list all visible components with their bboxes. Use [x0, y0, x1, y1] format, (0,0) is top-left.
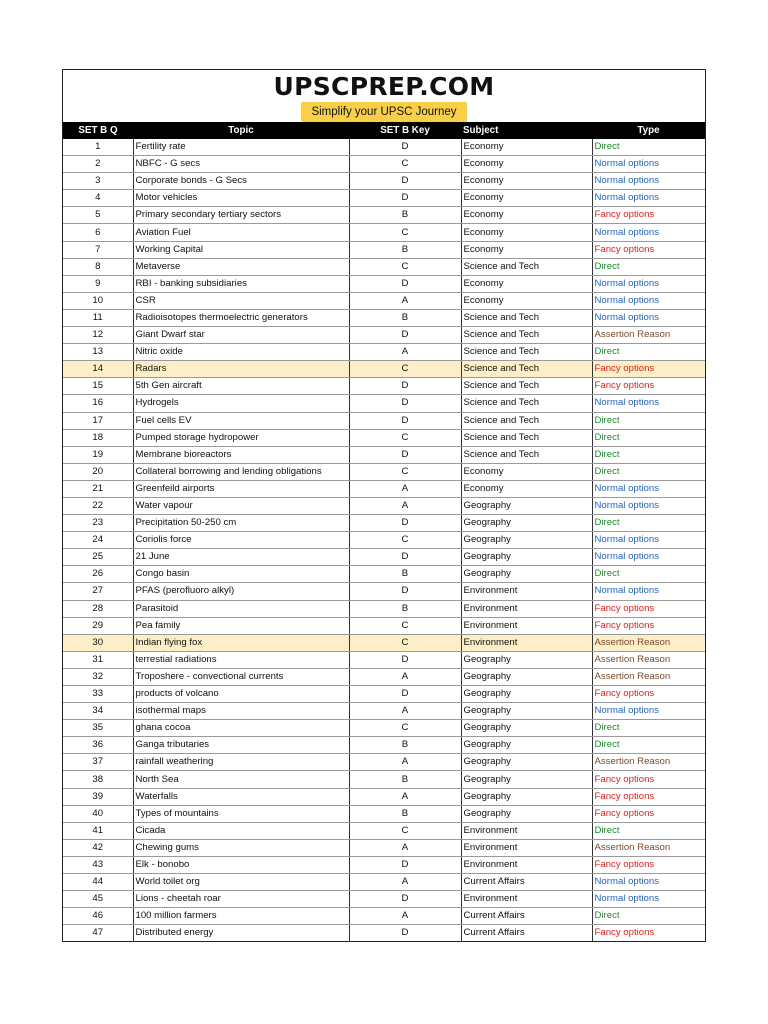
- topic-cell: North Sea: [133, 771, 349, 788]
- topic-cell: NBFC - G secs: [133, 156, 349, 173]
- table-row: [63, 925, 705, 942]
- question-number-cell: 11: [63, 309, 133, 326]
- question-type-cell: Direct: [592, 737, 705, 754]
- topic-cell: ghana cocoa: [133, 720, 349, 737]
- column-header-type: Type: [592, 122, 705, 139]
- table-row: [63, 891, 705, 908]
- subject-cell: Economy: [461, 275, 592, 292]
- subject-cell: Economy: [461, 207, 592, 224]
- question-number-cell: 27: [63, 583, 133, 600]
- answer-key-cell: D: [349, 446, 461, 463]
- table-row: [63, 600, 705, 617]
- table-row: [63, 908, 705, 925]
- question-type-cell: Fancy options: [592, 600, 705, 617]
- question-type-cell: Normal options: [592, 583, 705, 600]
- table-row: [63, 292, 705, 309]
- question-number-cell: 23: [63, 515, 133, 532]
- answer-key-cell: C: [349, 258, 461, 275]
- column-header-topic: Topic: [133, 122, 349, 139]
- question-number-cell: 19: [63, 446, 133, 463]
- question-type-cell: Direct: [592, 908, 705, 925]
- table-row: [63, 839, 705, 856]
- subject-cell: Geography: [461, 771, 592, 788]
- subject-cell: Geography: [461, 754, 592, 771]
- subject-cell: Science and Tech: [461, 378, 592, 395]
- table-row: [63, 361, 705, 378]
- subject-cell: Current Affairs: [461, 874, 592, 891]
- question-type-cell: Normal options: [592, 275, 705, 292]
- topic-cell: Radioisotopes thermoelectric generators: [133, 309, 349, 326]
- question-type-cell: Fancy options: [592, 686, 705, 703]
- question-type-cell: Normal options: [592, 173, 705, 190]
- question-number-cell: 36: [63, 737, 133, 754]
- table-row: [63, 703, 705, 720]
- question-type-cell: Normal options: [592, 703, 705, 720]
- question-type-cell: Direct: [592, 344, 705, 361]
- subject-cell: Geography: [461, 549, 592, 566]
- table-row: [63, 412, 705, 429]
- topic-cell: terrestial radiations: [133, 651, 349, 668]
- subject-cell: Science and Tech: [461, 395, 592, 412]
- topic-cell: Primary secondary tertiary sectors: [133, 207, 349, 224]
- answer-key-cell: A: [349, 908, 461, 925]
- topic-cell: PFAS (perofluoro alkyl): [133, 583, 349, 600]
- answer-key-cell: A: [349, 480, 461, 497]
- table-header-row: [63, 122, 705, 139]
- table-row: [63, 139, 705, 156]
- table-row: [63, 378, 705, 395]
- topic-cell: Precipitation 50-250 cm: [133, 515, 349, 532]
- answer-key-cell: D: [349, 139, 461, 156]
- answer-key-cell: D: [349, 173, 461, 190]
- subject-cell: Economy: [461, 139, 592, 156]
- question-type-cell: Fancy options: [592, 771, 705, 788]
- answer-key-cell: C: [349, 532, 461, 549]
- subject-cell: Geography: [461, 686, 592, 703]
- question-number-cell: 20: [63, 463, 133, 480]
- answer-key-cell: A: [349, 703, 461, 720]
- subject-cell: Geography: [461, 720, 592, 737]
- table-row: [63, 805, 705, 822]
- subject-cell: Current Affairs: [461, 908, 592, 925]
- question-type-cell: Direct: [592, 822, 705, 839]
- question-type-cell: Assertion Reason: [592, 634, 705, 651]
- table-row: [63, 497, 705, 514]
- question-type-cell: Normal options: [592, 532, 705, 549]
- question-type-cell: Direct: [592, 515, 705, 532]
- question-type-cell: Assertion Reason: [592, 754, 705, 771]
- answer-key-cell: D: [349, 412, 461, 429]
- question-type-cell: Fancy options: [592, 241, 705, 258]
- tagline-badge: Simplify your UPSC Journey: [301, 102, 467, 122]
- question-number-cell: 14: [63, 361, 133, 378]
- question-type-cell: Assertion Reason: [592, 839, 705, 856]
- subject-cell: Geography: [461, 532, 592, 549]
- topic-cell: Coriolis force: [133, 532, 349, 549]
- answer-key-cell: C: [349, 361, 461, 378]
- table-row: [63, 874, 705, 891]
- subject-cell: Economy: [461, 292, 592, 309]
- topic-cell: Radars: [133, 361, 349, 378]
- question-type-cell: Normal options: [592, 549, 705, 566]
- question-type-cell: Normal options: [592, 891, 705, 908]
- topic-cell: Distributed energy: [133, 925, 349, 942]
- table-row: [63, 344, 705, 361]
- question-number-cell: 32: [63, 668, 133, 685]
- question-number-cell: 16: [63, 395, 133, 412]
- question-type-cell: Fancy options: [592, 207, 705, 224]
- answer-key-cell: D: [349, 395, 461, 412]
- table-row: [63, 754, 705, 771]
- question-number-cell: 24: [63, 532, 133, 549]
- subject-cell: Science and Tech: [461, 327, 592, 344]
- answer-key-cell: C: [349, 156, 461, 173]
- table-row: [63, 429, 705, 446]
- question-number-cell: 12: [63, 327, 133, 344]
- table-row: [63, 583, 705, 600]
- table-row: [63, 395, 705, 412]
- subject-cell: Economy: [461, 224, 592, 241]
- table-row: [63, 856, 705, 873]
- question-number-cell: 28: [63, 600, 133, 617]
- answer-key-cell: B: [349, 805, 461, 822]
- subject-cell: Economy: [461, 190, 592, 207]
- answer-key-cell: B: [349, 737, 461, 754]
- table-row: [63, 771, 705, 788]
- question-type-cell: Fancy options: [592, 361, 705, 378]
- topic-cell: Aviation Fuel: [133, 224, 349, 241]
- subject-cell: Economy: [461, 480, 592, 497]
- table-row: [63, 668, 705, 685]
- answer-key-cell: A: [349, 874, 461, 891]
- question-number-cell: 45: [63, 891, 133, 908]
- subject-cell: Environment: [461, 822, 592, 839]
- subject-cell: Geography: [461, 651, 592, 668]
- question-number-cell: 29: [63, 617, 133, 634]
- topic-cell: Parasitoid: [133, 600, 349, 617]
- topic-cell: Motor vehicles: [133, 190, 349, 207]
- question-number-cell: 6: [63, 224, 133, 241]
- answer-key-cell: D: [349, 686, 461, 703]
- subject-cell: Geography: [461, 703, 592, 720]
- question-number-cell: 8: [63, 258, 133, 275]
- sheet-banner: [63, 70, 705, 122]
- question-number-cell: 41: [63, 822, 133, 839]
- subject-cell: Science and Tech: [461, 412, 592, 429]
- question-type-cell: Assertion Reason: [592, 668, 705, 685]
- question-number-cell: 10: [63, 292, 133, 309]
- subject-cell: Geography: [461, 788, 592, 805]
- answer-key-cell: D: [349, 583, 461, 600]
- answer-key-cell: C: [349, 429, 461, 446]
- topic-cell: isothermal maps: [133, 703, 349, 720]
- topic-cell: Fertility rate: [133, 139, 349, 156]
- question-number-cell: 43: [63, 856, 133, 873]
- table-row: [63, 686, 705, 703]
- question-number-cell: 7: [63, 241, 133, 258]
- subject-cell: Environment: [461, 856, 592, 873]
- question-number-cell: 35: [63, 720, 133, 737]
- topic-cell: Pumped storage hydropower: [133, 429, 349, 446]
- answer-key-cell: B: [349, 309, 461, 326]
- topic-cell: Indian flying fox: [133, 634, 349, 651]
- subject-cell: Economy: [461, 241, 592, 258]
- topic-cell: Pea family: [133, 617, 349, 634]
- answer-key-cell: B: [349, 566, 461, 583]
- answer-key-table: [63, 122, 705, 941]
- answer-key-cell: C: [349, 822, 461, 839]
- question-number-cell: 42: [63, 839, 133, 856]
- topic-cell: CSR: [133, 292, 349, 309]
- answer-key-cell: D: [349, 327, 461, 344]
- answer-key-cell: A: [349, 839, 461, 856]
- question-number-cell: 9: [63, 275, 133, 292]
- question-number-cell: 5: [63, 207, 133, 224]
- subject-cell: Environment: [461, 600, 592, 617]
- question-type-cell: Normal options: [592, 480, 705, 497]
- subject-cell: Geography: [461, 737, 592, 754]
- question-type-cell: Normal options: [592, 292, 705, 309]
- answer-key-cell: C: [349, 224, 461, 241]
- question-type-cell: Direct: [592, 463, 705, 480]
- topic-cell: Collateral borrowing and lending obligations: [133, 463, 349, 480]
- topic-cell: Corporate bonds - G Secs: [133, 173, 349, 190]
- subject-cell: Geography: [461, 668, 592, 685]
- brand-title: UPSCPREP.COM: [273, 72, 495, 101]
- topic-cell: Fuel cells EV: [133, 412, 349, 429]
- table-body: [63, 139, 705, 941]
- subject-cell: Science and Tech: [461, 429, 592, 446]
- question-number-cell: 33: [63, 686, 133, 703]
- answer-key-cell: D: [349, 190, 461, 207]
- answer-key-cell: D: [349, 891, 461, 908]
- question-type-cell: Normal options: [592, 497, 705, 514]
- question-type-cell: Fancy options: [592, 378, 705, 395]
- answer-key-cell: C: [349, 617, 461, 634]
- question-type-cell: Normal options: [592, 309, 705, 326]
- subject-cell: Geography: [461, 566, 592, 583]
- subject-cell: Geography: [461, 497, 592, 514]
- question-number-cell: 37: [63, 754, 133, 771]
- question-number-cell: 21: [63, 480, 133, 497]
- subject-cell: Environment: [461, 839, 592, 856]
- table-row: [63, 822, 705, 839]
- table-row: [63, 241, 705, 258]
- question-number-cell: 18: [63, 429, 133, 446]
- topic-cell: Cicada: [133, 822, 349, 839]
- question-number-cell: 2: [63, 156, 133, 173]
- table-row: [63, 566, 705, 583]
- answer-key-cell: A: [349, 668, 461, 685]
- question-type-cell: Direct: [592, 139, 705, 156]
- answer-key-cell: A: [349, 344, 461, 361]
- topic-cell: Congo basin: [133, 566, 349, 583]
- question-number-cell: 44: [63, 874, 133, 891]
- topic-cell: Working Capital: [133, 241, 349, 258]
- topic-cell: Greenfeild airports: [133, 480, 349, 497]
- question-number-cell: 40: [63, 805, 133, 822]
- subject-cell: Environment: [461, 634, 592, 651]
- question-number-cell: 46: [63, 908, 133, 925]
- table-row: [63, 720, 705, 737]
- topic-cell: Troposhere - convectional currents: [133, 668, 349, 685]
- table-row: [63, 463, 705, 480]
- table-row: [63, 532, 705, 549]
- question-type-cell: Direct: [592, 566, 705, 583]
- topic-cell: Water vapour: [133, 497, 349, 514]
- topic-cell: RBI - banking subsidiaries: [133, 275, 349, 292]
- question-type-cell: Assertion Reason: [592, 327, 705, 344]
- question-type-cell: Direct: [592, 412, 705, 429]
- answer-key-cell: C: [349, 720, 461, 737]
- table-row: [63, 207, 705, 224]
- question-type-cell: Assertion Reason: [592, 651, 705, 668]
- subject-cell: Science and Tech: [461, 361, 592, 378]
- subject-cell: Science and Tech: [461, 344, 592, 361]
- column-header-subject: Subject: [461, 122, 592, 139]
- table-row: [63, 515, 705, 532]
- topic-cell: 21 June: [133, 549, 349, 566]
- topic-cell: Ganga tributaries: [133, 737, 349, 754]
- subject-cell: Economy: [461, 463, 592, 480]
- question-type-cell: Direct: [592, 446, 705, 463]
- subject-cell: Science and Tech: [461, 309, 592, 326]
- answer-key-cell: D: [349, 856, 461, 873]
- question-type-cell: Normal options: [592, 224, 705, 241]
- table-row: [63, 634, 705, 651]
- topic-cell: Elk - bonobo: [133, 856, 349, 873]
- question-number-cell: 4: [63, 190, 133, 207]
- question-number-cell: 31: [63, 651, 133, 668]
- subject-cell: Economy: [461, 173, 592, 190]
- topic-cell: Waterfalls: [133, 788, 349, 805]
- question-type-cell: Normal options: [592, 156, 705, 173]
- table-row: [63, 173, 705, 190]
- answer-key-cell: D: [349, 275, 461, 292]
- answer-key-cell: B: [349, 600, 461, 617]
- topic-cell: 100 million farmers: [133, 908, 349, 925]
- question-type-cell: Fancy options: [592, 856, 705, 873]
- topic-cell: World toilet org: [133, 874, 349, 891]
- question-number-cell: 47: [63, 925, 133, 942]
- topic-cell: Hydrogels: [133, 395, 349, 412]
- table-row: [63, 480, 705, 497]
- question-type-cell: Normal options: [592, 874, 705, 891]
- answer-key-cell: B: [349, 207, 461, 224]
- question-type-cell: Fancy options: [592, 788, 705, 805]
- table-row: [63, 224, 705, 241]
- answer-key-cell: B: [349, 241, 461, 258]
- topic-cell: rainfall weathering: [133, 754, 349, 771]
- table-row: [63, 190, 705, 207]
- question-type-cell: Fancy options: [592, 805, 705, 822]
- table-row: [63, 617, 705, 634]
- answer-key-cell: D: [349, 549, 461, 566]
- question-number-cell: 38: [63, 771, 133, 788]
- table-row: [63, 275, 705, 292]
- topic-cell: Types of mountains: [133, 805, 349, 822]
- table-row: [63, 156, 705, 173]
- subject-cell: Geography: [461, 515, 592, 532]
- answer-key-cell: D: [349, 378, 461, 395]
- question-number-cell: 26: [63, 566, 133, 583]
- answer-key-cell: A: [349, 497, 461, 514]
- answer-key-cell: D: [349, 515, 461, 532]
- answer-key-cell: A: [349, 754, 461, 771]
- subject-cell: Current Affairs: [461, 925, 592, 942]
- question-number-cell: 3: [63, 173, 133, 190]
- table-row: [63, 549, 705, 566]
- topic-cell: Membrane bioreactors: [133, 446, 349, 463]
- question-number-cell: 1: [63, 139, 133, 156]
- answer-key-cell: A: [349, 788, 461, 805]
- topic-cell: 5th Gen aircraft: [133, 378, 349, 395]
- question-number-cell: 39: [63, 788, 133, 805]
- question-type-cell: Normal options: [592, 395, 705, 412]
- column-header-key: SET B Key: [349, 122, 461, 139]
- table-row: [63, 446, 705, 463]
- question-type-cell: Fancy options: [594, 927, 655, 939]
- question-number-cell: 15: [63, 378, 133, 395]
- topic-cell: Metaverse: [133, 258, 349, 275]
- column-header-question: SET B Q: [63, 122, 133, 139]
- question-number-cell: 17: [63, 412, 133, 429]
- table-row: [63, 651, 705, 668]
- subject-cell: Environment: [461, 891, 592, 908]
- subject-cell: Environment: [461, 617, 592, 634]
- answer-key-cell: B: [349, 771, 461, 788]
- question-type-cell: Fancy options: [592, 617, 705, 634]
- question-number-cell: 25: [63, 549, 133, 566]
- subject-cell: Science and Tech: [461, 258, 592, 275]
- question-number-cell: 22: [63, 497, 133, 514]
- question-type-cell: Direct: [592, 429, 705, 446]
- question-type-cell: Direct: [592, 258, 705, 275]
- table-row: [63, 309, 705, 326]
- question-type-cell: Direct: [592, 720, 705, 737]
- table-row: [63, 737, 705, 754]
- answer-key-cell: C: [349, 634, 461, 651]
- table-row: [63, 327, 705, 344]
- question-number-cell: 13: [63, 344, 133, 361]
- subject-cell: Environment: [461, 583, 592, 600]
- topic-cell: Giant Dwarf star: [133, 327, 349, 344]
- question-type-cell: Normal options: [592, 190, 705, 207]
- answer-key-sheet: [62, 69, 706, 942]
- subject-cell: Science and Tech: [461, 446, 592, 463]
- topic-cell: Lions - cheetah roar: [133, 891, 349, 908]
- table-row: [63, 788, 705, 805]
- topic-cell: Nitric oxide: [133, 344, 349, 361]
- question-number-cell: 34: [63, 703, 133, 720]
- subject-cell: Geography: [461, 805, 592, 822]
- question-number-cell: 30: [63, 634, 133, 651]
- subject-cell: Economy: [461, 156, 592, 173]
- answer-key-cell: D: [349, 651, 461, 668]
- topic-cell: Chewing gums: [133, 839, 349, 856]
- answer-key-cell: D: [349, 925, 461, 942]
- answer-key-cell: C: [349, 463, 461, 480]
- table-row: [63, 258, 705, 275]
- answer-key-cell: A: [349, 292, 461, 309]
- topic-cell: products of volcano: [133, 686, 349, 703]
